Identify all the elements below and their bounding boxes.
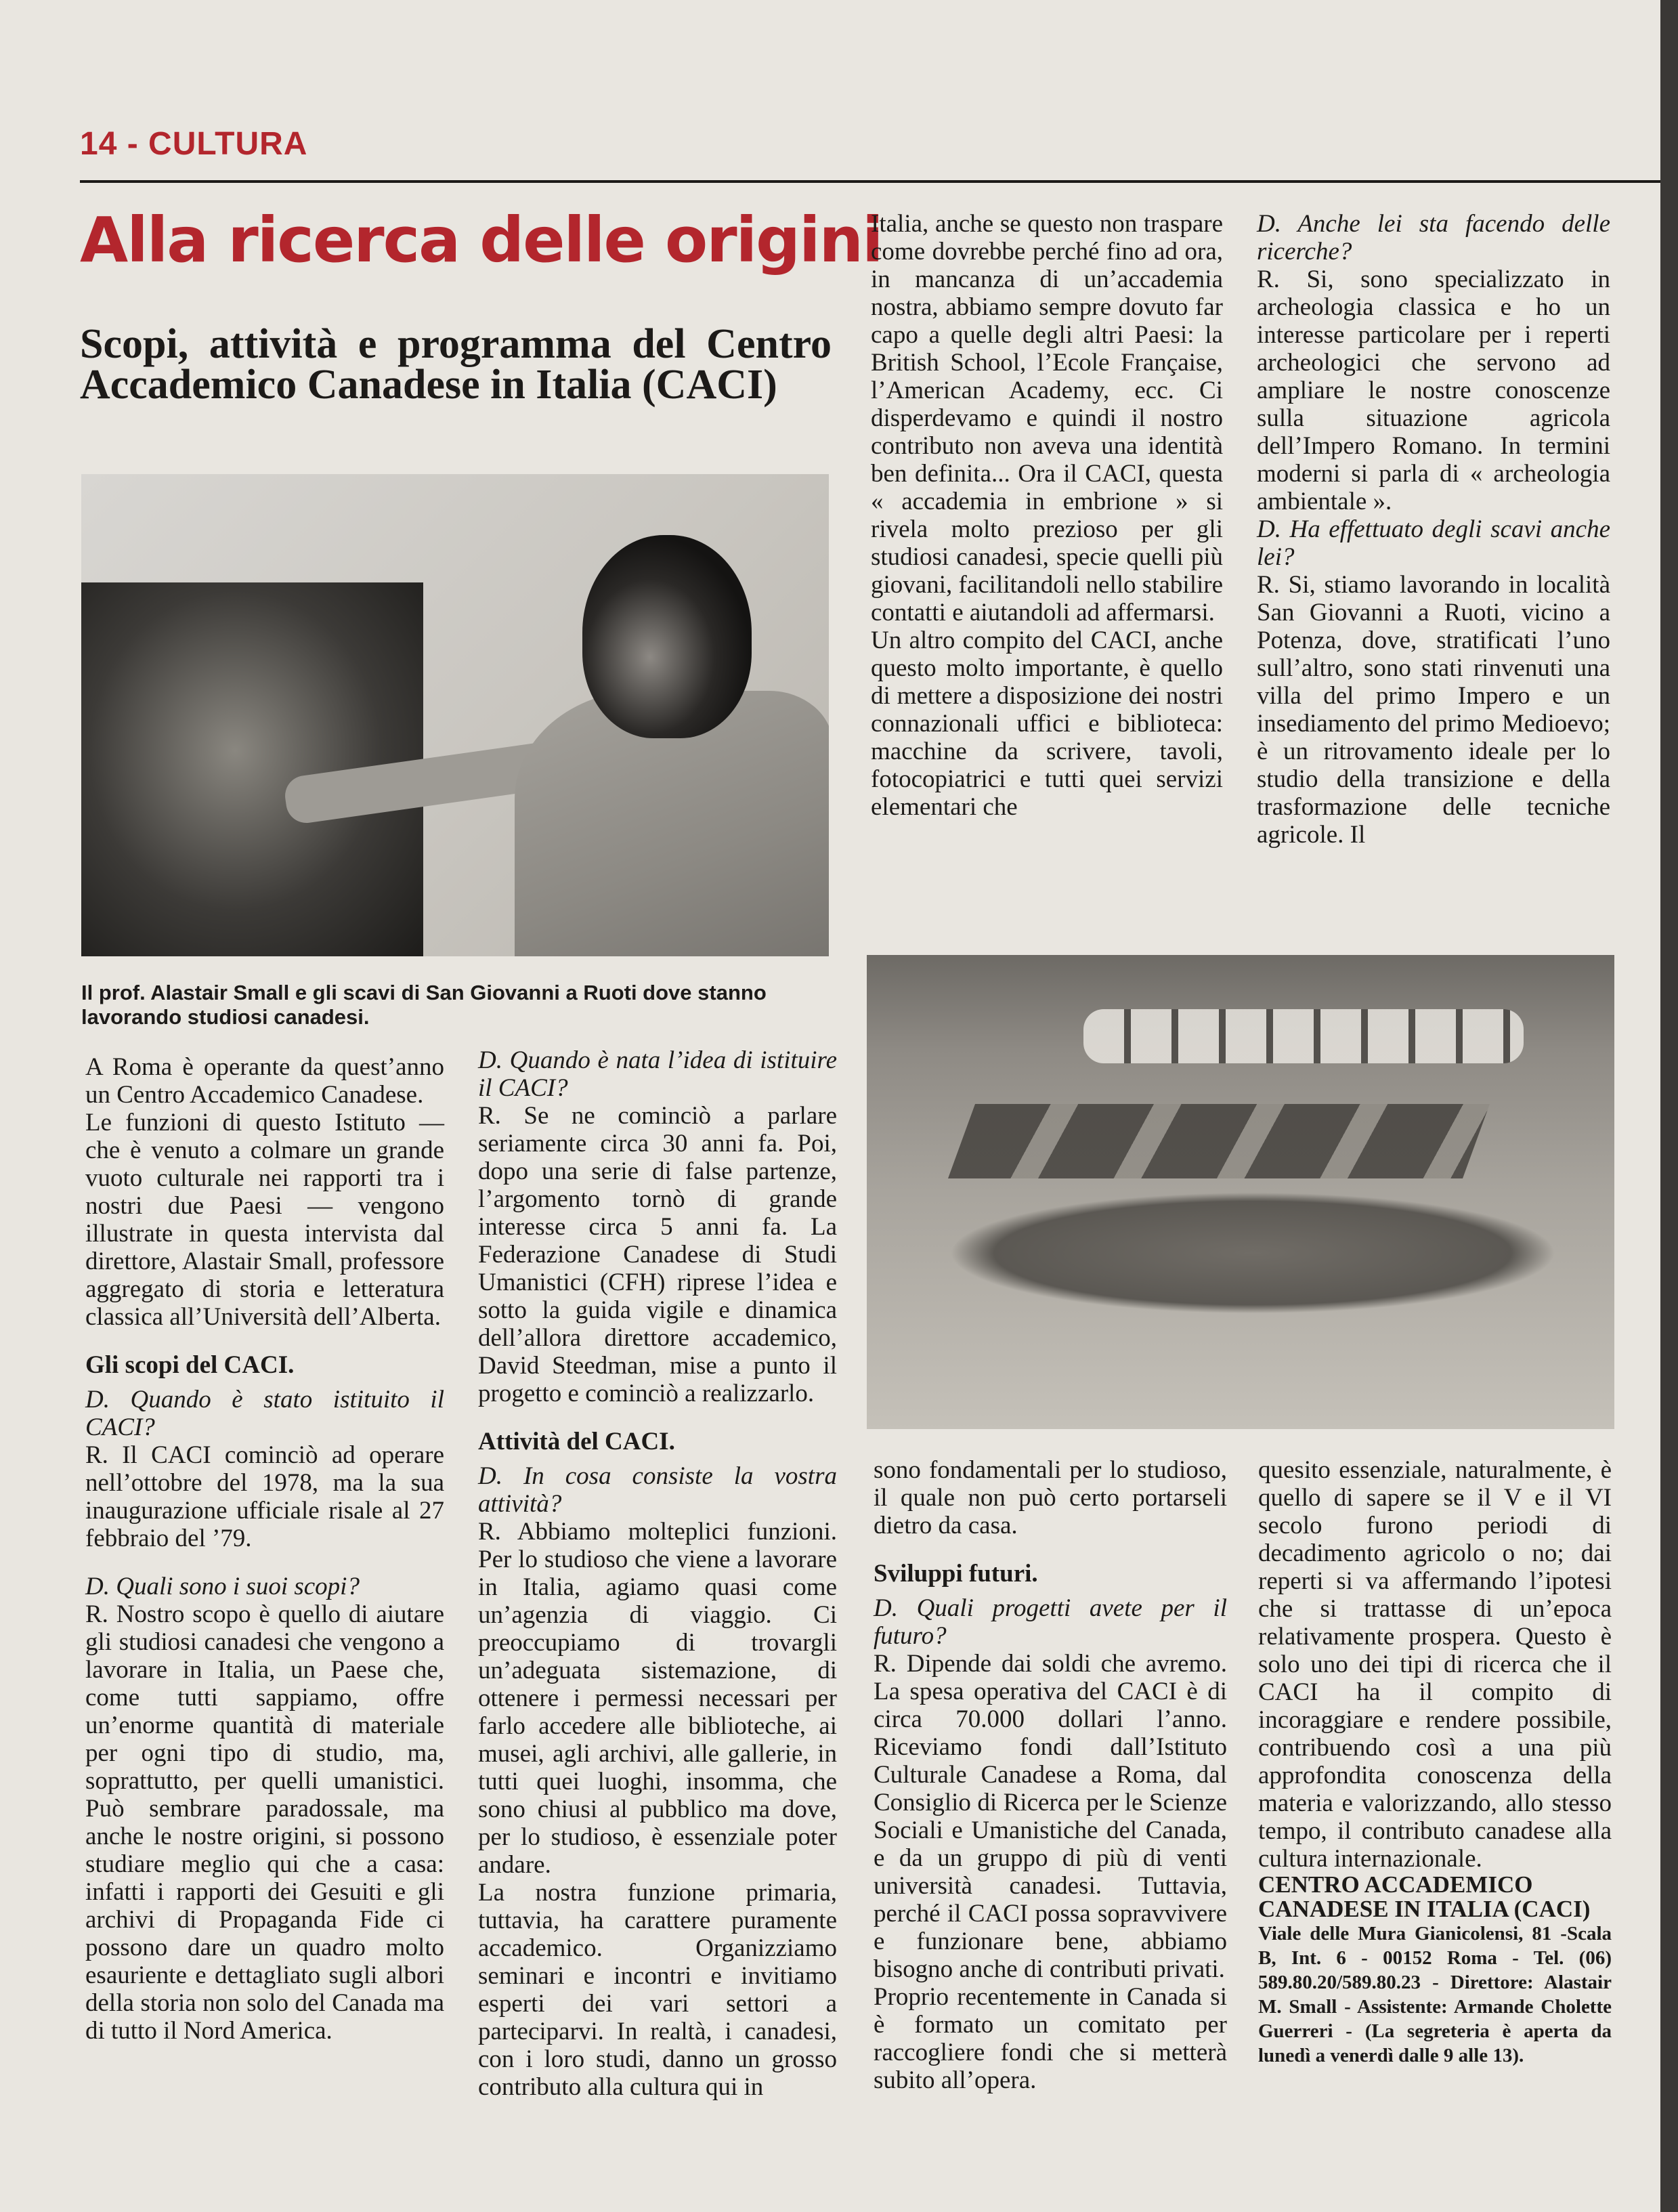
answer: R. Nostro scopo è quello di aiutare gli studiosi canadesi che vengono a lavorare in Italia, un Paese che, come tutti sappiamo, offre un’enorme quantità di materiale per ogni tipo di studio, ma, soprattutto, per quelli umanistici. Può sembrare paradossale, ma anche le nostre origini, si possono studiare meglio qui che a casa: infatti i rapporti dei Gesuiti e gli archivi di Propaganda Fide ci possono dare un quadro molto esauriente e dettagliato sugli albori della storia non solo del Canada ma di tutto il Nord America. bbox=[85, 1600, 444, 2045]
article-subtitle: Scopi, attività e programma del Centro Accademico Canadese in Italia (CACI) bbox=[80, 321, 832, 408]
column-3-bottom bbox=[874, 1456, 1227, 2094]
question: D. Quali sono i suoi scopi? bbox=[85, 1573, 360, 1600]
question: D. Anche lei sta facendo delle ricerche? bbox=[1257, 210, 1610, 265]
article-title: Alla ricerca delle origini bbox=[80, 204, 882, 276]
photo-caption: Il prof. Alastair Small e gli scavi di San Giovanni a Ruoti dove stanno lavorando studiosi canadesi. bbox=[81, 981, 767, 1029]
photo-slabs bbox=[948, 1104, 1490, 1178]
question: D. Quando è stato istituito il CACI? bbox=[85, 1386, 444, 1441]
paragraph: A Roma è operante da quest’anno un Centro Accademico Canadese. bbox=[85, 1053, 444, 1109]
answer: R. Si, stiamo lavorando in località San Giovanni a Ruoti, vicino a Potenza, dove, stratificati l’uno sull’altro, sono stati rinvenuti una villa del primo Impero e un insediamento del primo Medioevo; è un ritrovamento ideale per lo studio della transizione e della trasformazione delle tecniche agricole. Il bbox=[1257, 571, 1610, 849]
answer: R. Il CACI cominciò ad operare nell’ottobre del 1978, ma la sua inaugurazione ufficiale risale al 27 febbraio del ’79. bbox=[85, 1441, 444, 1552]
info-box-title: CENTRO ACCADEMICO CANADESE IN ITALIA (CACI) bbox=[1258, 1871, 1591, 1922]
paragraph: Le funzioni di questo Istituto — che è venuto a colmare un grande vuoto culturale nei rapporti tra i nostri due Paesi — vengono illustrate in questa intervista dal direttore, Alastair Small, professore aggregato di storia e letteratura classica all’Università dell’Alberta. bbox=[85, 1109, 444, 1331]
question: D. Quando è nata l’idea di istituire il CACI? bbox=[478, 1046, 837, 1102]
paragraph: quesito essenziale, naturalmente, è quello di sapere se il V e il VI secolo furono periodi di decadimento agricolo o no; dai reperti si va affermando l’ipotesi che si trattasse di un’epoca relativamente prospera. Questo è solo uno dei tipi di ricerca che il CACI ha il compito di incoraggiare e rendere possibile, contribuendo così a una più approfondita conoscenza della materia e valorizzando, allo stesso tempo, il contributo canadese alla cultura internazionale. bbox=[1258, 1456, 1612, 1873]
paragraph: Proprio recentemente in Canada si è formato un comitato per raccogliere fondi che si metterà subito all’opera. bbox=[874, 1983, 1227, 2094]
column-3-top bbox=[871, 210, 1223, 821]
answer: R. Dipende dai soldi che avremo. La spesa operativa del CACI è di circa 70.000 dollari l’anno. Riceviamo fondi dall’Istituto Culturale Canadese a Roma, dal Consiglio di Ricerca per le Scienze Sociali e Umanistiche del Canada, e da un gruppo di più di venti università canadesi. Tuttavia, perché il CACI possa sopravvivere e funzionare bene, abbiamo bisogno anche di contributi privati. bbox=[874, 1650, 1227, 1983]
answer: R. Se ne cominciò a parlare seriamente circa 30 anni fa. Poi, dopo una serie di false partenze, l’argomento tornò di grande interesse circa 5 anni fa. La Federazione Canadese di Studi Umanistici (CFH) riprese l’idea e sotto la guida vigile e dinamica dell’allora direttore accademico, David Steedman, mise a punto il progetto e cominciò a realizzarlo. bbox=[478, 1102, 837, 1407]
column-4-top bbox=[1257, 210, 1610, 849]
section-label: 14 - CULTURA bbox=[80, 126, 308, 162]
question: D. Ha effettuato degli scavi anche lei? bbox=[1257, 515, 1610, 571]
paragraph: sono fondamentali per lo studioso, il quale non può certo portarseli dietro da casa. bbox=[874, 1456, 1227, 1539]
column-4-bottom bbox=[1258, 1456, 1612, 2068]
question: D. In cosa consiste la vostra attività? bbox=[478, 1462, 837, 1518]
page-edge bbox=[1660, 0, 1678, 2212]
section-heading: Attività del CACI. bbox=[478, 1428, 675, 1455]
question: D. Quali progetti avete per il futuro? bbox=[874, 1594, 1227, 1650]
paragraph: Italia, anche se questo non traspare come dovrebbe perché fino ad ora, in mancanza di un’accademia nostra, abbiamo sempre dovuto far capo a quelle degli altri Paesi: la British School, l’Ecole Française, l’American Academy, ecc. Ci disperdevamo e quindi il nostro contributo non aveva una identità ben definita... Ora il CACI, questa « accademia in embrione » si rivela molto prezioso per gli studiosi canadesi, specie quelli più giovani, facilitandoli nello stabilire contatti e aiutandoli ad affermarsi. bbox=[871, 210, 1223, 626]
header-rule bbox=[80, 180, 1660, 183]
photo-stones bbox=[1083, 1009, 1524, 1063]
photo-wall bbox=[948, 1192, 1557, 1314]
section-heading: Sviluppi futuri. bbox=[874, 1560, 1038, 1588]
answer: R. Abbiamo molteplici funzioni. Per lo studioso che viene a lavorare in Italia, agiamo quasi come un’agenzia di viaggio. Ci preoccupiamo di trovargli un’adeguata sistemazione, di ottenere i permessi necessari per farlo accedere alle biblioteche, ai musei, agli archivi, alle gallerie, in tutti quei luoghi, insomma, che sono chiusi al pubblico ma dove, per lo studioso, è essenziale poter andare. bbox=[478, 1518, 837, 1879]
info-box-body: Viale delle Mura Gianicolensi, 81 -Scala B, Int. 6 - 00152 Roma - Tel. (06) 589.80.20/589.80.23 - Direttore: Alastair M. Small - Assistente: Armande Cholette Guerreri - (La segreteria è aperta da lunedì a venerdì dalle 9 alle 13). bbox=[1258, 1923, 1612, 2066]
photo-professor bbox=[81, 474, 829, 956]
answer: R. Si, sono specializzato in archeologia classica e ho un interesse particolare per i reperti archeologici che servono ad ampliare le nostre conoscenze sulla situazione agricola dell’Impero Romano. In termini moderni si parla di « archeologia ambientale ». bbox=[1257, 265, 1610, 515]
section-heading: Gli scopi del CACI. bbox=[85, 1351, 295, 1379]
column-1 bbox=[85, 1053, 444, 2045]
column-2 bbox=[478, 1046, 837, 2101]
paragraph: Un altro compito del CACI, anche questo molto importante, è quello di mettere a disposizione dei nostri connazionali uffici e biblioteca: macchine da scrivere, tavoli, fotocopiatrici e tutti quei servizi elementari che bbox=[871, 626, 1223, 821]
photo-head bbox=[582, 535, 752, 738]
paragraph: La nostra funzione primaria, tuttavia, ha carattere puramente accademico. Organizziamo seminari e incontri e invitiamo esperti dei vari settori a parteciparvi. In realtà, i canadesi, con i loro studi, danno un grosso contributo alla cultura qui in bbox=[478, 1879, 837, 2101]
photo-excavation bbox=[867, 955, 1614, 1429]
